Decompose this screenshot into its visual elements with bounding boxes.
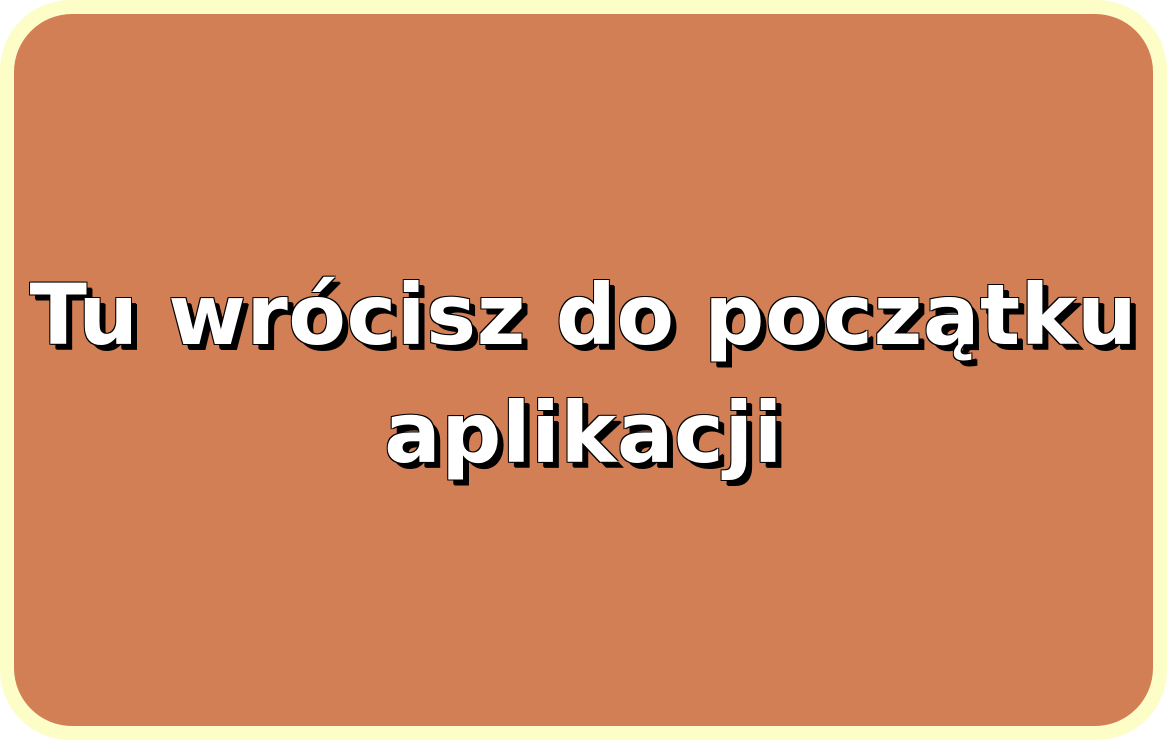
home-button-label xyxy=(30,256,1138,492)
home-button[interactable] xyxy=(14,14,1153,726)
home-button-label-line-2: aplikacji xyxy=(384,384,783,482)
home-button-label-line-1: Tu wrócisz do początku xyxy=(29,266,1138,364)
